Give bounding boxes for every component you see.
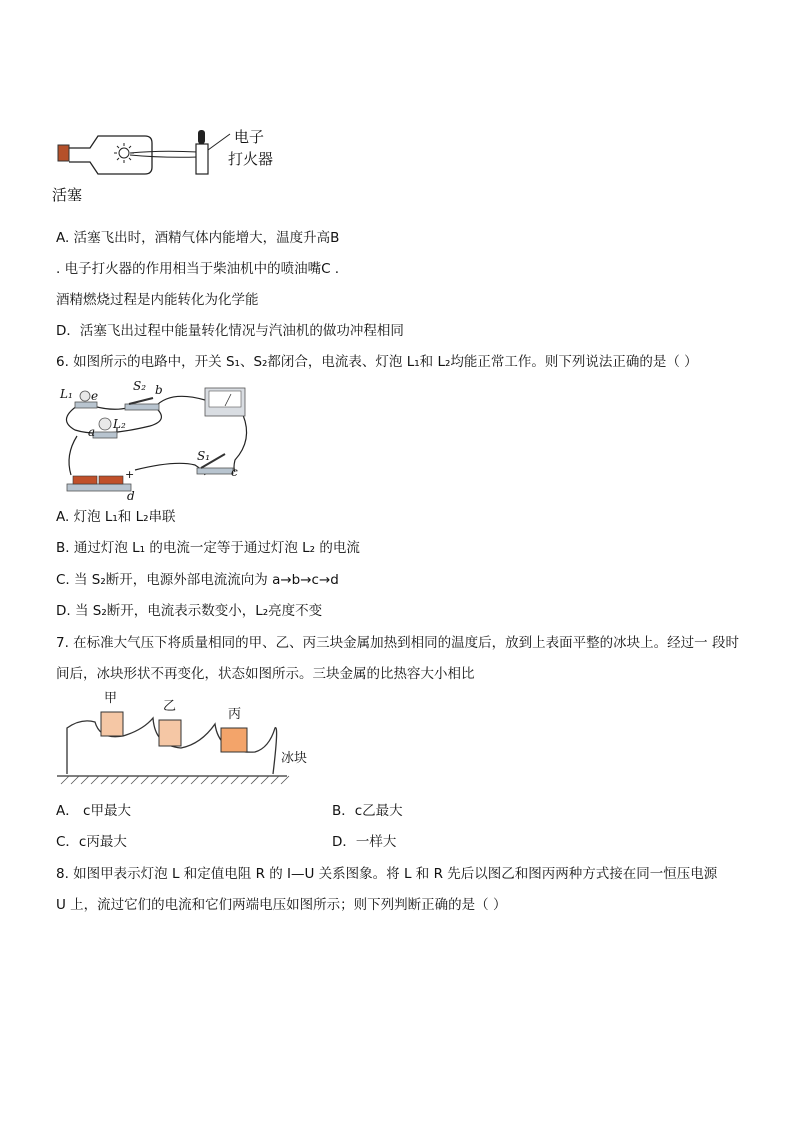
label-s2: S₂ — [133, 379, 147, 393]
switch-s2-base — [125, 404, 159, 410]
q6-option-c: C. 当 S₂断开，电源外部电流流向为 a→b→c→d — [56, 572, 339, 588]
q5-option-d: D．活塞飞出过程中能量转化情况与汽油机的做功冲程相同 — [56, 323, 404, 339]
metal-block-jia — [101, 712, 123, 736]
q7-option-c: C．c丙最大 — [56, 834, 127, 850]
piston-shape — [58, 145, 69, 161]
igniter-wire — [130, 151, 198, 157]
lamp-l2-icon — [99, 418, 111, 430]
label-bing: 丙 — [228, 707, 242, 722]
q7-option-d: D．一样大 — [332, 834, 397, 850]
q5-option-a: A. 活塞飞出时，酒精气体内能增大，温度升高B — [56, 230, 340, 246]
q6-option-a: A. 灯泡 L₁和 L₂串联 — [56, 509, 176, 525]
q6-stem: 6. 如图所示的电路中，开关 S₁、S₂都闭合，电流表、灯泡 L₁和 L₂均能正常工作。则下列说法正确的是（ ） — [56, 354, 698, 370]
circuit-figure — [55, 379, 255, 503]
label-c: c — [231, 465, 238, 479]
lamp-l2-base — [93, 432, 117, 438]
q5-option-c: 酒精燃烧过程是内能转化为化学能 — [56, 292, 259, 308]
label-e: e — [91, 389, 99, 403]
label-b: b — [155, 383, 163, 397]
label-plus: + — [125, 468, 135, 481]
metal-block-yi — [159, 720, 181, 746]
label-jia: 甲 — [104, 691, 118, 706]
ammeter-face — [209, 391, 241, 407]
q6-option-b: B. 通过灯泡 L₁ 的电流一定等于通过灯泡 L₂ 的电流 — [56, 540, 360, 556]
label-ice: 冰块 — [281, 751, 308, 766]
igniter-button — [198, 130, 205, 144]
battery-cell-2 — [99, 476, 123, 484]
label-l1: L₁ — [60, 387, 73, 401]
ground-hatch — [61, 776, 289, 784]
battery-base — [67, 484, 131, 491]
switch-s1-base — [197, 468, 233, 474]
metal-block-bing — [221, 728, 247, 752]
q8-stem-line2: U 上，流过它们的电流和它们两端电压如图所示；则下列判断正确的是（ ） — [56, 897, 507, 913]
battery-cell-1 — [73, 476, 97, 484]
ice-block-figure — [55, 688, 325, 790]
q5-option-b: . 电子打火器的作用相当于柴油机中的喷油嘴C . — [56, 261, 340, 277]
bottle-igniter-figure — [50, 120, 310, 210]
label-igniter: 打火器 — [228, 150, 274, 168]
q8-stem-line1: 8. 如图甲表示灯泡 L 和定值电阻 R 的 I—U 关系图象。将 L 和 R 先后以图乙和图丙两种方式接在同一恒压电源 — [56, 866, 718, 882]
q7-stem-line1: 7. 在标准大气压下将质量相同的甲、乙、丙三块金属加热到相同的温度后，放到上表面平整的冰块上。经过一 段时 — [56, 635, 739, 651]
label-electronic: 电子 — [234, 128, 265, 146]
label-pointer — [208, 134, 230, 150]
label-l2: L₂ — [113, 417, 126, 431]
q6-option-d: D. 当 S₂断开，电流表示数变小，L₂亮度不变 — [56, 603, 323, 619]
label-s1: S₁ — [197, 449, 211, 463]
igniter-body — [196, 144, 208, 174]
q7-stem-line2: 间后，冰块形状不再变化，状态如图所示。三块金属的比热容大小相比 — [56, 666, 475, 682]
label-yi: 乙 — [163, 699, 177, 714]
q7-option-a: A． c甲最大 — [56, 803, 131, 819]
bottle-shape — [69, 136, 152, 174]
label-d: d — [127, 489, 135, 503]
label-piston: 活塞 — [52, 186, 83, 204]
label-a: a — [88, 425, 96, 439]
lamp-l1-icon — [80, 391, 90, 401]
q7-option-b: B．c乙最大 — [332, 803, 403, 819]
switch-s2-lever — [129, 398, 153, 404]
